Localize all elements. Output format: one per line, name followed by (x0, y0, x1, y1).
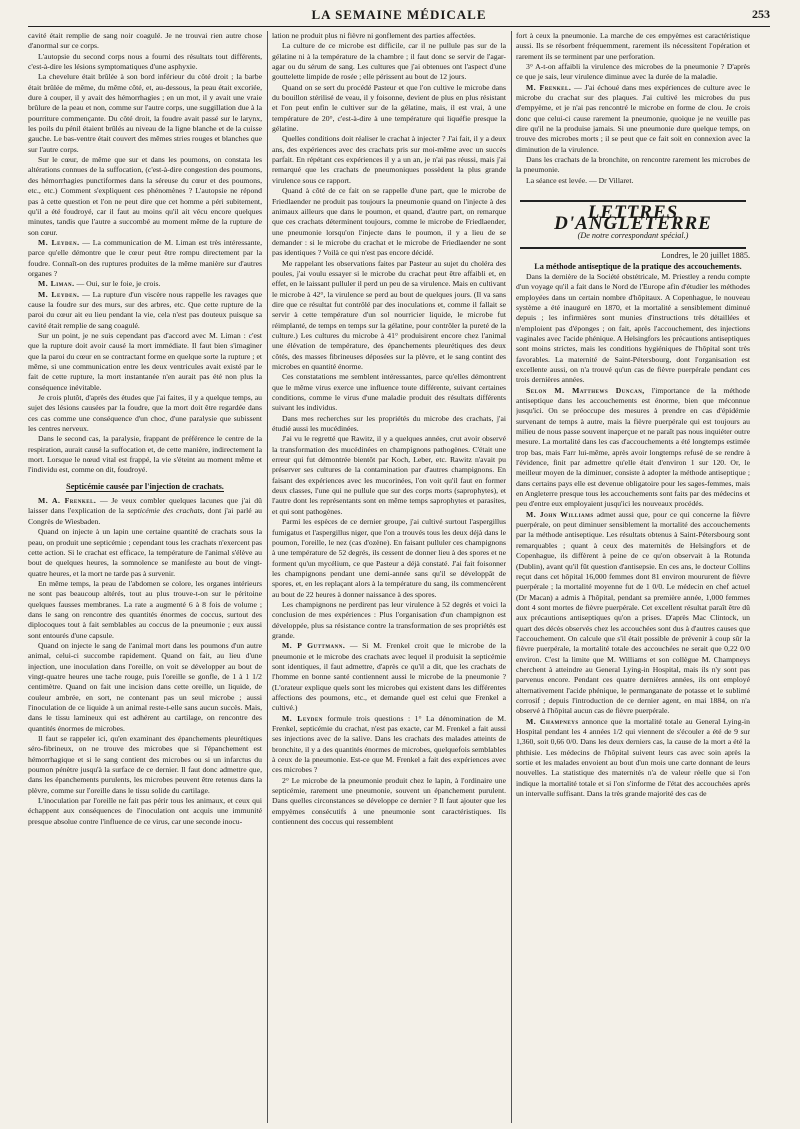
paragraph: Les champignons ne perdirent pas leur virulence à 52 degrés et voici la conclusion de mes expériences : Plus l'organisation d'un champignon est développée, plus sa résistance contre la transformation de ses propriétés est grande. (272, 599, 506, 640)
column-1 (28, 31, 262, 1123)
italic-term: septicémie des crachats (127, 506, 203, 516)
speaker-name: M. A. Frenkel. (38, 496, 97, 506)
paragraph: Quand on injecte à un lapin une certaine quantité de crachats sous la peau, on produit une septicémie ; cependant tous les crachats n'exercent pas cette action. Si le crachat est efficace, la température de l'animal s'élève au bout de quelques heures, la somnolence se manifeste au bout de vingt-quatre heures, et la mort ne tarde pas à survenir. (28, 527, 262, 578)
speaker-name: M. Leyden. (38, 289, 80, 299)
speaker-paragraph (28, 279, 262, 289)
paragraph: 3° A-t-on affaibli la virulence des microbes de la pneumonie ? D'après ce que je sais, leur virulence diminue avec la durée de la maladie. (516, 62, 750, 82)
paragraph: Sur le cœur, de même que sur et dans les poumons, on constata les altérations connues de la suffocation, (c'est-à-dire congestion des poumons, des hémorrhagies punctiformes dans la séreuse du cœur et des poumons, etc., etc.) Comment s'expliquent ces phénomènes ? L'autopsie ne répond pas à cette question et l'on ne peut dire que cet homme a péri subitement, qu'il a été foudroyé, car il faut au moins qu'il ait vécu encore quelques minutes, tandis que l'autre a succombé au moment même de la rupture de son cœur. (28, 155, 262, 237)
speaker-paragraph (272, 714, 506, 776)
banner-title: LETTRES D'ANGLETERRE (554, 202, 712, 234)
speaker-name: M. Liman. (38, 279, 75, 289)
speaker-name: M. P Guttmann. (282, 641, 346, 651)
page-number: 253 (752, 7, 770, 21)
paragraph: cavité était remplie de sang noir coagulé. Je ne trouvai rien autre chose d'anormal sur ce corps. (28, 31, 262, 51)
dateline: Londres, le 20 juillet 1885. (661, 251, 750, 261)
speaker-paragraph (516, 510, 750, 717)
speaker-text: admet aussi que, pour ce qui concerne la fièvre puerpérale, on peut diminuer sensiblement la mortalité des accouchements par la méthode antiseptique. Les résultats obtenus à Saint-Pétersbourg sont remarquables ; quant à ceux des maternités de Helsingfors et de Copenhague, ils diffèrent à peine de ce qu'on observait à la Rotunda (Dublin), avant qu'il fût question d'antisepsie. En ces ans, le docteur Collins reçut dans cet hôpital 16,000 femmes dont 81 environ moururent de fièvre puerpérale ; la mortalité moyenne fut de 1 0/0. Le médecin en chef actuel (Dr Macan) a admis à l'hôpital, pendant sa première année, 1,000 femmes dont 4 sont mortes de fièvre puerpérale. Cet excellent résultat paraît être dû aux précautions antiseptiques qu'on a prises. D'après Mac Clintock, un quart des décès observés chez les accouchées sont dus à d'autres causes que l'accouchement. On calcule que s'il était possible de prévenir à coup sûr la fièvre puerpérale, la mortalité totale des accouchées ne serait que 0,22 0/0 environ. C'est la limite que M. Williams et son collègue M. Champneys cherchent à atteindre au General Lying-in Hospital, mais ils n'y sont pas parvenus encore. Pendant ces quatre dernières années, ils ont employé alternativement l'acide phénique, le permanganate de potasse et le sublimé corrosif ; depuis l'introduction de ce dernier agent, en mai 1884, on n'a observé à l'hôpital aucun cas de fièvre puerpérale. (516, 509, 750, 716)
speaker-text: — Oui, sur le foie, je crois. (76, 279, 161, 289)
paragraph: Me rappelant les observations faites par Pasteur au sujet du choléra des poules, j'ai voulu essayer si le microbe du crachat peut être affaibli et, en effet, en le laissant pulluler il perd un peu de sa virulence. Mais en cultivant le microbe à 42°, la virulence se perd au bout de quelques jours. (Il va sans dire que ce résultat fut contrôlé par des inoculations et, comme il fallait se servir à cette température d'un sol nourricier liquide, le microbe fut réimplanté, de temps en temps sur la gélatine, pour contrôler la pureté de la culture.) Les cultures du microbe à 41° produisirent encore chez l'animal une élévation de température, des épanchements pleurétiques des deux côtés, des masses fibrineuses déposées sur la plèvre, et le sang contint des microbes en quantité énorme. (272, 258, 506, 371)
paragraph: L'inoculation par l'oreille ne fait pas périr tous les animaux, et ceux qui échappent aux conséquences de l'inoculation ont acquis une immunité presque absolue contre l'influence de ce virus, car une seconde inocu- (28, 796, 262, 826)
paragraph: Dans mes recherches sur les propriétés du microbe des crachats, j'ai étudié aussi les mucédinées. (272, 413, 506, 434)
speaker-name: M. Champneys (526, 716, 579, 726)
speaker-paragraph (272, 641, 506, 713)
paragraph: Dans les crachats de la bronchite, on rencontre rarement les microbes de la pneumonie. (516, 155, 750, 175)
paragraph: Ces constatations me semblent intéressantes, parce qu'elles démontrent que le même virus exerce une influence toute différente, suivant certaines conditions, comme le virus d'une maladie produit des résultats différents suivant les individus. (272, 372, 506, 413)
journal-title: LA SEMAINE MÉDICALE (311, 7, 487, 22)
speaker-text: — La communication de M. Liman est très intéressante, parce qu'elle démontre que le cœur peut être rompu directement par la foudre. Connaît-on des ruptures produites de la même manière sur d'autres organes ? (28, 237, 262, 278)
speaker-text: formule trois questions : 1° La dénomination de M. Frenkel, septicémie du crachat, n'est pas exacte, car M. Frenkel a fait aussi ses injections avec de la salive. Dans les crachats des malades atteints de bronchite, il y a des quantités énormes de microbes, quelquefois semblables à ceux de la pneumonie. Est-ce que M. Frenkel a fait des expériences avec ces microbes ? (272, 713, 506, 775)
paragraph: lation ne produit plus ni fièvre ni gonflement des parties affectées. (272, 31, 476, 40)
speaker-name: M. Leyden (282, 713, 323, 723)
speaker-text: l'importance de la méthode antiseptique dans les accouchements est énorme, bien que méconnue jusqu'ici. On se préoccupe des mesures à prendre en cas d'épidémie survenant de temps à autre, mais la fièvre puerpérale qui est toujours au milieu de nous passe souvent inaperçue et ne paraît pas nous inquiéter outre mesure. La mortalité dans les cas d'accouchements a été longtemps estimée trop bas, mais Farr lui-même, après avoir longtemps refusé de se rendre à l'évidence, finit par admettre qu'elle était d'environ 1 sur 120. Or, le meilleur moyen de la diminuer, consiste à adopter la méthode antiseptique ; dans certains pays elle est devenue obligatoire pour les sages-femmes, mais en Angleterre presque tous les accouchements sont faits par des médecins et peu d'entre eux employaient jusqu'ici les nouveaux procédés. (516, 385, 750, 509)
paragraph: 2° Le microbe de la pneumonie produit chez le lapin, à l'ordinaire une septicémie, rarement une pneumonie, souvent un épanchement purulent. Dans quelles circonstances se développe ce dernier ? Il faut ajouter que les empyèmes consécutifs à une pneumonie sont caractéristiques. Ils contiennent des coccus qui ressemblent (272, 775, 506, 827)
page-header (28, 4, 770, 26)
section-banner (520, 200, 746, 249)
speaker-name: Selon M. Matthews Duncan, (526, 385, 645, 395)
speaker-text: annonce que la mortalité totale au General Lying-in Hospital pendant les 4 années 1/2 qui viennent de s'écouler a été de 9 sur 1,360, soit 0,66 0/0. Dans les deux derniers cas, la cause de la mort a été la phthisie. Les médecins de l'hôpital suivent leurs cas avec soin après la sortie et les malades envoient au bout d'un mois une carte donnant de leurs nouvelles. La statistique des maternités n'a de valeur réelle que si l'on indique la mortalité totale et si l'on s'informe de l'état des accouchées après un intervalle suffisant. Dans la très grande majorité des cas de (516, 716, 750, 799)
banner-subtitle: (De notre correspondant spécial.) (577, 230, 689, 240)
article-subhead: La méthode antiseptique de la pratique des accouchements. (534, 261, 742, 271)
speaker-paragraph (516, 717, 750, 800)
speaker-name: M. Leyden. (38, 237, 80, 247)
speaker-name: M. John Williams (526, 509, 594, 519)
speaker-text: — J'ai échoué dans mes expériences de culture avec le microbe du crachat sur des plaques. J'ai cultivé les microbes du pus d'empyème, et je n'ai pas rencontré le microbe en forme de clou. Je crois donc que celui-ci cause rarement la pneumonie, quoique je ne veuille pas dire qu'il ne la produise jamais. Si une pneumonie dure quelque temps, on trouve des microbes morts ; il se peut que ce fait soit en connexion avec la diminution de la virulence. (516, 82, 750, 154)
paragraph: Quand on se sert du procédé Pasteur et que l'on cultive le microbe dans du bouillon stérilisé de veau, il y foisonne, devient de plus en plus résistant et l'on peut enfin le cultiver sur de la gélatine, mais, il est vrai, à une température de 20°, c'est-à-dire à une température qui liquéfie presque la gélatine. (272, 82, 506, 134)
paragraph: Dans la dernière de la Société obstétricale, M. Priestley a rendu compte d'un voyage qu'il a fait dans le Nord de l'Europe afin d'étudier les méthodes employées dans un certain nombre d'hôpitaux. A Copenhague, le nouveau système a été inauguré en 1870, et la mortalité a sensiblement diminué depuis ; les infirmières sont munies d'instructions très détaillées et n'emploient pas d'éponges ; on fait, après l'accouchement, des injections vaginales avec l'acide phénique. A Helsingfors les précautions antiseptiques sont moins strictes, mais les conditions hygiéniques de l'hôpital sont très favorables. La maternité de Saint-Pétersbourg, dont l'organisation est excellente aussi, on n'a trouvé qu'un cas de fièvre puerpérale pendant ces trois dernières années. (516, 271, 750, 385)
column-divider (267, 31, 268, 1123)
paragraph: Quelles conditions doit réaliser le crachat à injecter ? J'ai fait, il y a deux ans, des expériences avec des crachats pris sur moi-même avec un succès parfait. En répétant ces expériences il y a un an, je n'ai pas réussi, mais j'ai remarqué que les crachats de pneumoniques possèdent la plus grande virulence sous ce rapport. (272, 134, 506, 185)
paragraph: En même temps, la peau de l'abdomen se colore, les organes intérieurs ne sont pas beaucoup altérés, tout au plus trouve-t-on sur le péritoine quelques fausses membranes. La rate a augmenté 6 à 8 fois de volume ; dans le sang on rencontre des quantités énormes de coccus, surtout des diplocoques tout à fait semblables au coccus de la pneumonie ; eux aussi sont entourés d'une capsule. (28, 578, 262, 640)
column-divider (511, 31, 512, 1123)
paragraph: J'ai vu le regretté que Rawitz, il y a quelques années, crut avoir observé la transformation des mucédinées en champignons pathogènes. C'était une erreur qui fut démontrée bientôt par Koch, Leber, etc. Rawitz n'avait pu préserver ses cultures de la contamination par d'autres champignons. En faisant des expériences avec les mucorinées, l'on voit qu'il faut en former deux classes, l'une qui ne pullule que sur des corps morts (saprophytes), et l'autre dont les représentants sont en même temps saprophytes et parasites, et qui sont pathogènes. (272, 434, 506, 516)
speaker-paragraph (516, 83, 750, 155)
paragraph: La chevelure était brûlée à son bord inférieur du côté droit ; la barbe était brûlée de même, du même côté, et, au-dessous, la peau était excoriée, dure à couper, il y avait des hémorrhagies ; en un mot, il y avait une vraie brûlure de la peau et non, comme sur l'autre corps, une suggillation due à la pourriture commençante. Du côté droit, la foudre avait passé sur le larynx, les poils du pénil étaient brûlés au niveau de la ligne blanche et de la cuisse gauche. Le bas-ventre était couvert des mêmes stries rouges et blanches que sur l'autre corps. (28, 72, 262, 154)
section-heading: Septicémie causée par l'injection de crachats. (66, 481, 224, 491)
speaker-text: — Si M. Frenkel croit que le microbe de la pneumonie et le microbe des crachats avec lequel il produisit la septicémie sont identiques, il faut admettre, d'après ce qu'il a dit, que les crachats de l'homme en bonne santé contiennent aussi le microbe de la pneumonie ? (L'orateur explique quels sont les microbes qui existent dans les différentes affections des poumons, etc., et demande quel est celui que Frenkel a cultivé.) (272, 641, 506, 713)
column-2 (272, 31, 506, 1123)
paragraph: La culture de ce microbe est difficile, car il ne pullule pas sur de la gélatine ni à la température de la chambre ; il faut donc se servir de l'agar-agar ou du sérum de sang. Les cultures que j'ai obtenues ont l'aspect d'une gouttelette limpide de rosée ; elle périssent au bout de 12 jours. (272, 41, 506, 82)
paragraph: Je crois plutôt, d'après des études que j'ai faites, il y a quelque temps, au sujet des lésions causées par la foudre, que la mort doit être regardée dans ces cas comme une conséquence d'un choc, d'une paralysie que subissent les centres nerveux. (28, 393, 262, 434)
speaker-paragraph (28, 290, 262, 331)
paragraph: Il faut se rappeler ici, qu'en examinant des épanchements pleurétiques séro-fibrineux, on ne trouve des microbes que si l'épanchement est hémorrhagique et si le sang contient des microbes ou si un infarctus du poumon pénètre jusqu'à la surface de ce dernier. Il faut donc admettre que, dans les épanchements purulents, les microbes peuvent être retenus dans la plèvre, comme sur l'oreille dans le tissu solide du cartilage. (28, 734, 262, 795)
speaker-name: M. Frenkel. (526, 82, 572, 92)
paragraph: L'autopsie du second corps nous a fourni des résultats tout différents, c'est-à-dire les lésions symptomatiques d'une asphyxie. (28, 51, 262, 72)
paragraph: fort à ceux la pneumonie. La marche de ces empyèmes est caractéristique aussi. Ils se résorbent fréquemment, rarement ils nécessitent l'opération et rarement ils se terminent par une perforation. (516, 31, 750, 61)
paragraph: Parmi les espèces de ce dernier groupe, j'ai cultivé surtout l'aspergillus fumigatus et l'aspergillus niger, que l'on a trouvés tous les deux déjà dans le poumon, l'oreille, le nez (cas d'ozène). En faisant pulluler ces champignons à une température de 52 degrés, ils cessent de donner lieu à des spores et ne forment qu'un mycélium, ce que Pasteur a déjà constaté. J'ai fait foisonner les champignons pendant une demi-année sans qu'il se développât de spores, et, en les replaçant alors à la température du sang, ils commencèrent au bout de 22 heures à donner naissance à des spores. (272, 517, 506, 599)
speaker-text: — La rupture d'un viscère nous rappelle les ravages que cause la foudre sur des murs, sur des arbres, etc. Que cette rupture de la paroi du cœur ait eu lieu pendant la vie, cela n'est pas douteux puisque sa cavité était remplie de sang coagulé. (28, 289, 262, 330)
speaker-paragraph: M. A. Frenkel. — Je veux combler quelques lacunes que j'ai dû laisser dans l'explication de la septicémie des crachats, dont j'ai parlé au Congrès de Wiesbaden. (28, 496, 262, 526)
speaker-paragraph (28, 238, 262, 279)
speaker-paragraph (516, 386, 750, 510)
session-close: La séance est levée. — Dr Villaret. (526, 175, 634, 185)
paragraph: Quand à côté de ce fait on se rappelle d'une part, que le microbe de Friedlaender ne produit pas toujours la pneumonie quand on l'injecte à des animaux ailleurs que dans le poumon, et quand, d'autre part, on remarque que ces crachats déterminent toujours, comme le microbe de Friedlaender, une pneumonie lorsqu'on l'injecte dans le poumon, il y a lieu de se demander : si le microbe du crachat et le microbe de Friedlaender ne sont pas identiques ? Voilà ce qui n'est pas encore décidé. (272, 186, 506, 258)
column-3 (516, 31, 750, 1123)
paragraph: Sur un point, je ne suis cependant pas d'accord avec M. Liman : c'est que la rupture doit avoir causé la mort immédiate. Il faut bien s'imaginer que la paroi du cœur en se contractant forme en quelque sorte la rupture ; et même, si une communication entre les deux ventricules avait existé par le fait de cette rupture, la mort instantanée n'en aurait pas été non plus la conséquence inévitable. (28, 330, 262, 392)
header-rule (28, 26, 770, 27)
paragraph: Dans le second cas, la paralysie, frappant de préférence le centre de la respiration, aurait causé la suffocation et, de cette manière, indirectement la mort. Lorsque le nœud vital est frappé, la vie s'éteint au moment même et l'individu est, comme on dit, foudroyé. (28, 434, 262, 475)
paragraph: Quand on injecte le sang de l'animal mort dans les poumons d'un autre animal, celui-ci succombe rapidement. Quand on fait, au lieu d'une injection, une inoculation dans l'oreille, on voit se développer au bout de vingt-quatre heures une tache rouge, puis l'oreille se gonfle, de 1 à 1 1/2 centimètre. Quand on fait une incision dans cette oreille, un liquide, de couleur ambrée, en sort, ne contenant pas un seul microbe ; aussi l'inoculation de ce liquide à un animal reste-t-elle sans aucun succès. Mais, dans le tissu lamineux qui est adhérent au cartilage, on rencontre des quantités énormes de microbes. (28, 640, 262, 733)
